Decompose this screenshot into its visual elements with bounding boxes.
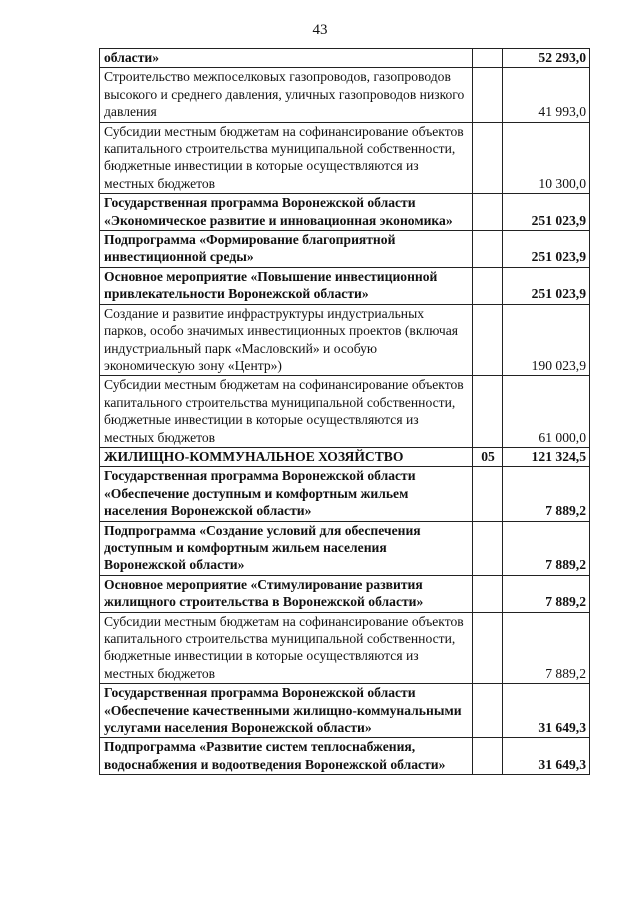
table-row (100, 231, 590, 268)
row-section-code (473, 612, 503, 684)
table-row (100, 49, 590, 68)
row-name: Субсидии местным бюджетам на софинансирование объектов капитального строительства муниципальной собственности, бюджетные инвестиции в которые осуществляются из местных бюджетов (100, 122, 473, 194)
table-row (100, 267, 590, 304)
row-name: Государственная программа Воронежской области «Обеспечение доступным и комфортным жильем населения Воронежской области» (100, 467, 473, 521)
row-section-code (473, 194, 503, 231)
row-name: Подпрограмма «Формирование благоприятной инвестиционной среды» (100, 231, 473, 268)
row-amount: 7 889,2 (503, 575, 590, 612)
table-row (100, 684, 590, 738)
row-amount: 251 023,9 (503, 194, 590, 231)
row-name: Основное мероприятие «Повышение инвестиционной привлекательности Воронежской области» (100, 267, 473, 304)
row-amount: 121 324,5 (503, 447, 590, 466)
row-name: Государственная программа Воронежской области «Экономическое развитие и инновационная экономика» (100, 194, 473, 231)
row-amount: 7 889,2 (503, 612, 590, 684)
row-amount: 61 000,0 (503, 376, 590, 448)
row-name: Строительство межпоселковых газопроводов, газопроводов высокого и среднего давления, уличных газопроводов низкого давления (100, 68, 473, 122)
row-section-code (473, 49, 503, 68)
row-section-code (473, 231, 503, 268)
row-name: Субсидии местным бюджетам на софинансирование объектов капитального строительства муниципальной собственности, бюджетные инвестиции в которые осуществляются из местных бюджетов (100, 612, 473, 684)
table-row (100, 68, 590, 122)
table-row (100, 304, 590, 376)
budget-table (99, 48, 590, 775)
row-amount: 10 300,0 (503, 122, 590, 194)
row-amount: 190 023,9 (503, 304, 590, 376)
table-row (100, 376, 590, 448)
row-section-code (473, 267, 503, 304)
row-amount: 31 649,3 (503, 684, 590, 738)
row-amount: 41 993,0 (503, 68, 590, 122)
row-name: Создание и развитие инфраструктуры индустриальных парков, особо значимых инвестиционных проектов (включая индустриальный парк «Масловский» и особую экономическую зону «Центр») (100, 304, 473, 376)
row-section-code (473, 122, 503, 194)
row-section-code (473, 68, 503, 122)
row-section-code (473, 304, 503, 376)
table-row (100, 122, 590, 194)
row-section-code (473, 575, 503, 612)
row-name: Подпрограмма «Развитие систем теплоснабжения, водоснабжения и водоотведения Воронежской области» (100, 738, 473, 775)
row-name: Субсидии местным бюджетам на софинансирование объектов капитального строительства муниципальной собственности, бюджетные инвестиции в которые осуществляются из местных бюджетов (100, 376, 473, 448)
table-row (100, 521, 590, 575)
row-section-code (473, 376, 503, 448)
row-section-code (473, 467, 503, 521)
table-row (100, 194, 590, 231)
row-amount: 7 889,2 (503, 467, 590, 521)
row-section-code (473, 684, 503, 738)
row-amount: 251 023,9 (503, 267, 590, 304)
table-row (100, 467, 590, 521)
row-amount: 52 293,0 (503, 49, 590, 68)
row-section-code (473, 521, 503, 575)
row-name: области» (100, 49, 473, 68)
row-name: Основное мероприятие «Стимулирование развития жилищного строительства в Воронежской области» (100, 575, 473, 612)
page-number: 43 (312, 22, 328, 38)
table-row (100, 575, 590, 612)
row-name: Подпрограмма «Создание условий для обеспечения доступным и комфортным жильем населения Воронежской области» (100, 521, 473, 575)
row-section-code: 05 (473, 447, 503, 466)
row-name: ЖИЛИЩНО-КОММУНАЛЬНОЕ ХОЗЯЙСТВО (100, 447, 473, 466)
row-amount: 7 889,2 (503, 521, 590, 575)
row-section-code (473, 738, 503, 775)
row-amount: 31 649,3 (503, 738, 590, 775)
budget-table-body (100, 49, 590, 775)
table-row (100, 447, 590, 466)
table-row (100, 738, 590, 775)
table-row (100, 612, 590, 684)
row-amount: 251 023,9 (503, 231, 590, 268)
row-name: Государственная программа Воронежской области «Обеспечение качественными жилищно-коммунальными услугами населения Воронежской области» (100, 684, 473, 738)
